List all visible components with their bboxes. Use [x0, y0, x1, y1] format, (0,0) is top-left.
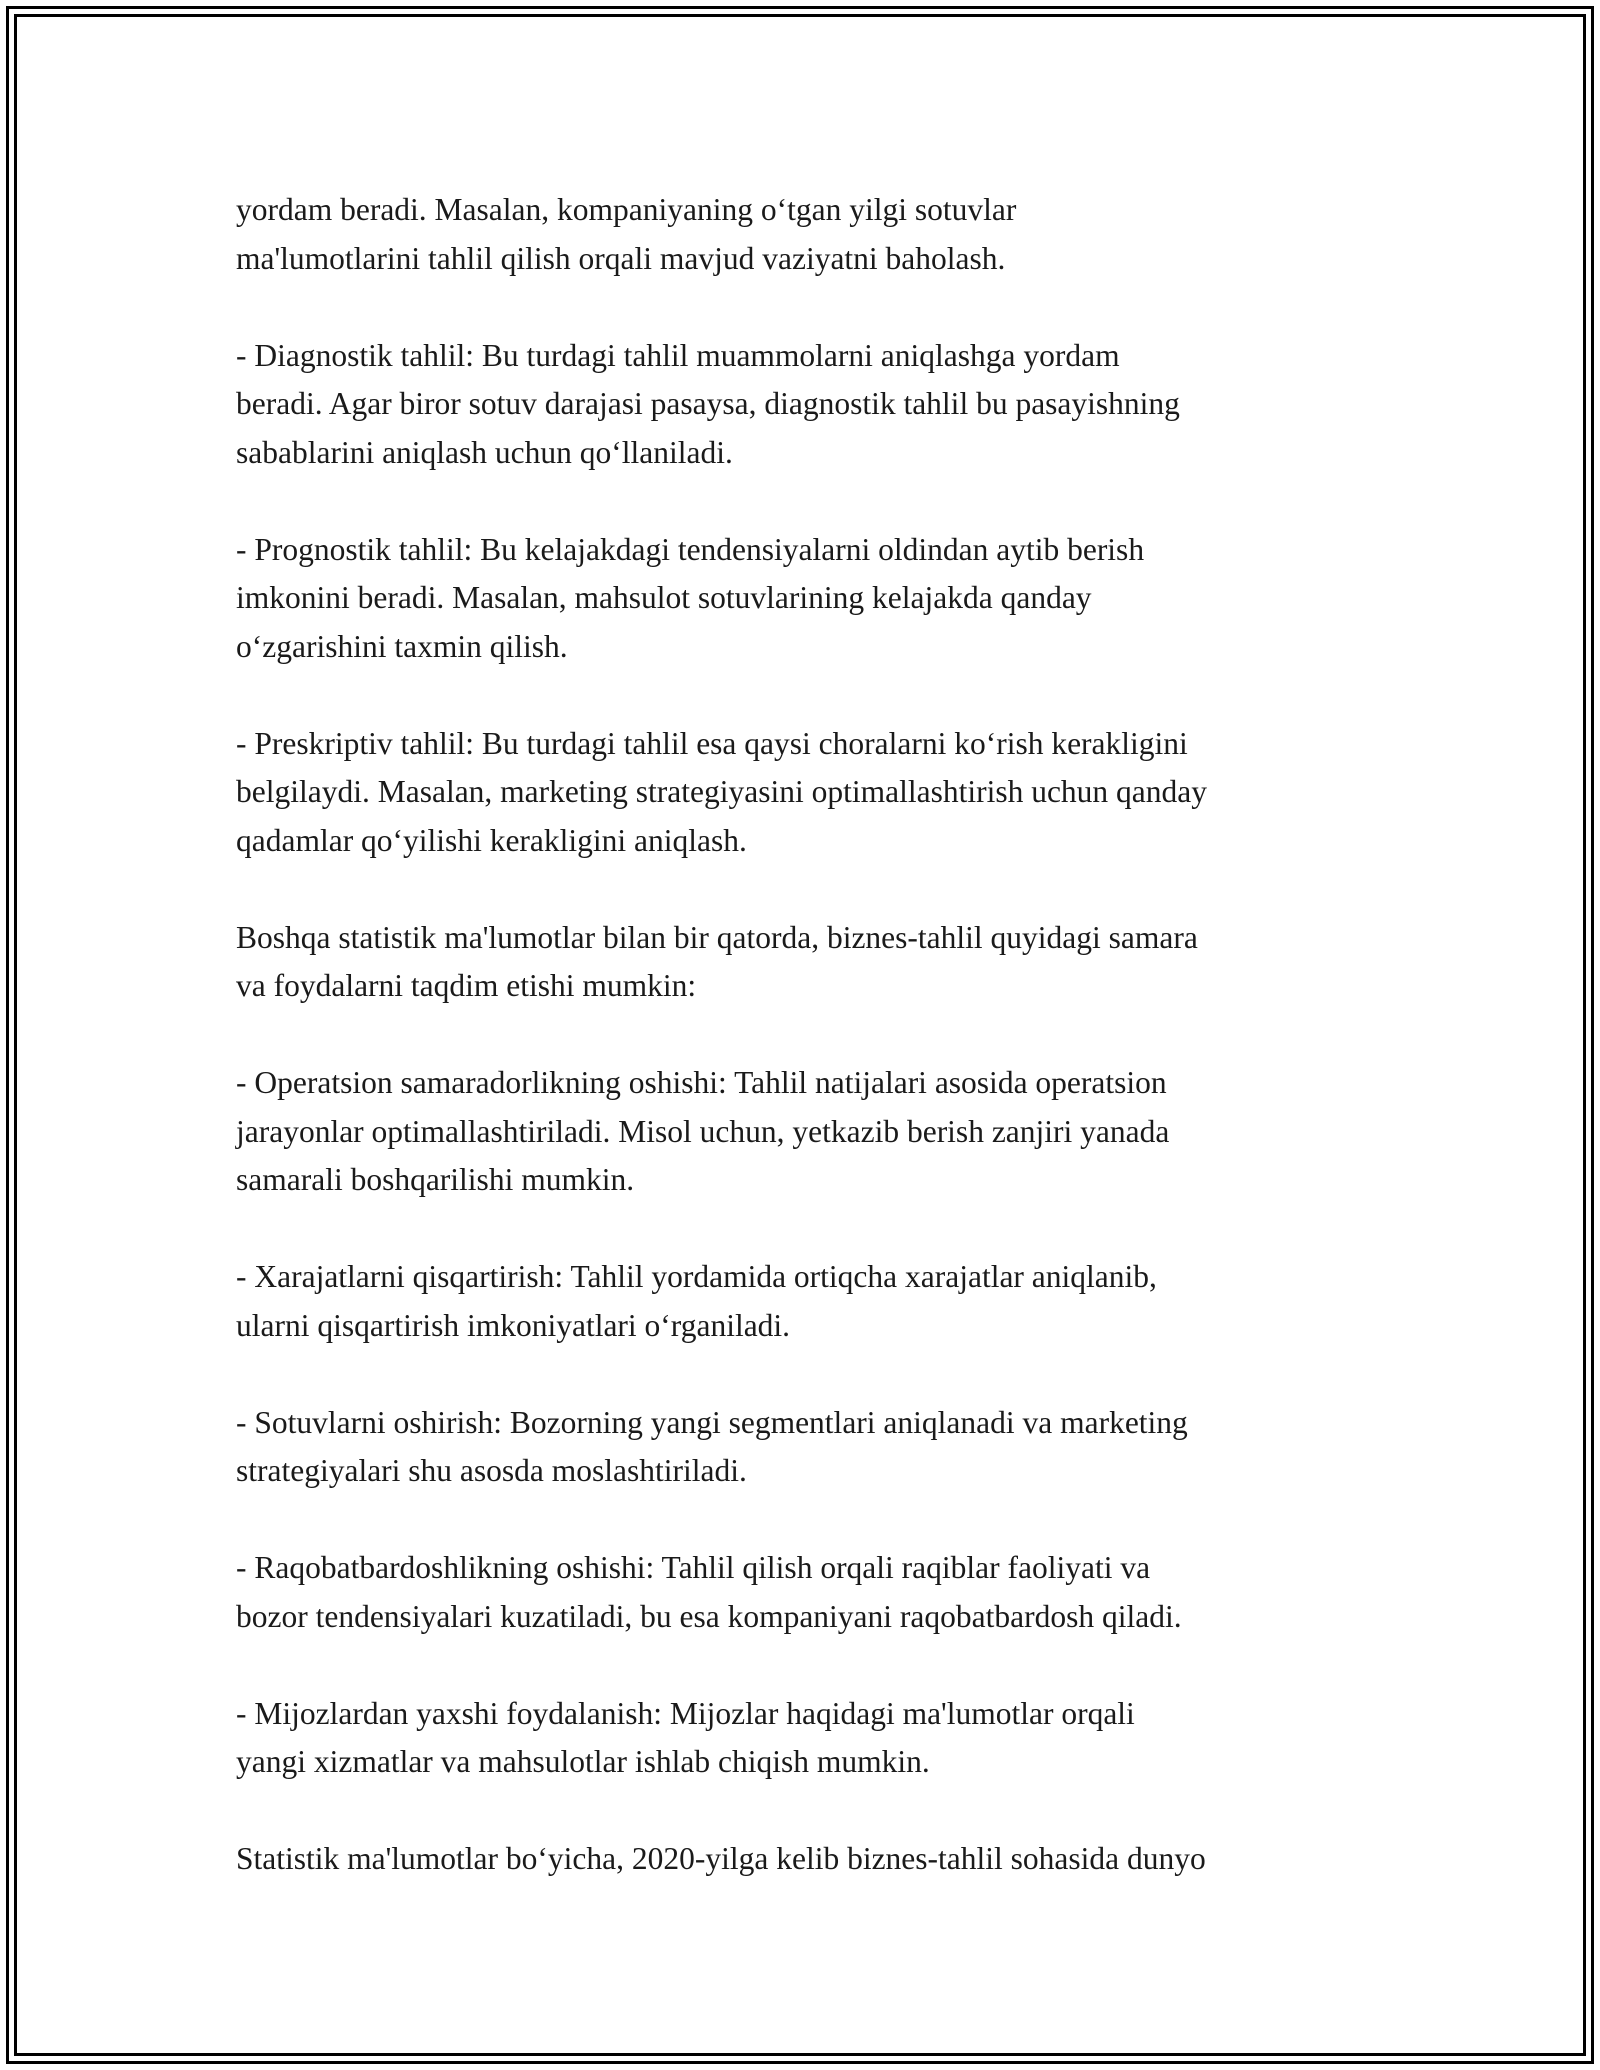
text-line: ma'lumotlarini tahlil qilish orqali mavjud vaziyatni baholash. [236, 240, 1006, 276]
text-line: - Prognostik tahlil: Bu kelajakdagi tendensiyalarni oldindan aytib berish [236, 531, 1145, 567]
text-line: qadamlar qo‘yilishi kerakligini aniqlash. [236, 822, 747, 858]
paragraph-prescriptive-analysis [236, 720, 1396, 866]
paragraph-customer-use [236, 1690, 1396, 1787]
text-line: samarali boshqarilishi mumkin. [236, 1162, 635, 1197]
text-line: yangi xizmatlar va mahsulotlar ishlab chiqish mumkin. [236, 1744, 930, 1779]
text-line: yordam beradi. Masalan, kompaniyaning o‘tgan yilgi sotuvlar [236, 192, 1017, 227]
document-body [236, 186, 1396, 1932]
paragraph-prognostic-analysis [236, 526, 1396, 672]
text-line: - Diagnostik tahlil: Bu turdagi tahlil muammolarni aniqlashga yordam [236, 337, 1120, 373]
paragraph-descriptive-continuation [236, 186, 1396, 283]
text-line: bozor tendensiyalari kuzatiladi, bu esa kompaniyani raqobatbardosh qiladi. [236, 1598, 1182, 1634]
text-line: imkonini beradi. Masalan, mahsulot sotuvlarining kelajakda qanday [236, 580, 1092, 615]
paragraph-statistics [236, 1835, 1396, 1884]
paragraph-cost-reduction [236, 1253, 1396, 1350]
text-line: - Operatsion samaradorlikning oshishi: Tahlil natijalari asosida operatsion [236, 1065, 1167, 1100]
text-line: belgilaydi. Masalan, marketing strategiyasini optimallashtirish uchun qanday [236, 774, 1208, 809]
text-line: - Mijozlardan yaxshi foydalanish: Mijozlar haqidagi ma'lumotlar orqali [236, 1695, 1135, 1731]
paragraph-benefits-intro [236, 914, 1396, 1011]
text-line: Statistik ma'lumotlar bo‘yicha, 2020-yilga kelib biznes-tahlil sohasida dunyo [236, 1841, 1206, 1876]
text-line: ularni qisqartirish imkoniyatlari o‘rganiladi. [236, 1307, 791, 1343]
paragraph-sales-growth [236, 1399, 1396, 1496]
text-line: Boshqa statistik ma'lumotlar bilan bir qatorda, biznes-tahlil quyidagi samara [236, 919, 1198, 955]
text-line: strategiyalari shu asosda moslashtiriladi. [236, 1453, 747, 1488]
text-line: o‘zgarishini taxmin qilish. [236, 628, 568, 664]
paragraph-operational-efficiency [236, 1059, 1396, 1205]
text-line: - Sotuvlarni oshirish: Bozorning yangi segmentlari aniqlanadi va marketing [236, 1404, 1188, 1440]
text-line: sabablarini aniqlash uchun qo‘llaniladi. [236, 434, 733, 470]
text-line: - Raqobatbardoshlikning oshishi: Tahlil qilish orqali raqiblar faoliyati va [236, 1550, 1151, 1585]
text-line: - Preskriptiv tahlil: Bu turdagi tahlil esa qaysi choralarni ko‘rish kerakligini [236, 725, 1188, 761]
paragraph-diagnostic-analysis [236, 332, 1396, 478]
text-line: jarayonlar optimallashtiriladi. Misol uchun, yetkazib berish zanjiri yanada [236, 1113, 1170, 1149]
text-line: va foydalarni taqdim etishi mumkin: [236, 968, 697, 1003]
text-line: beradi. Agar biror sotuv darajasi pasaysa, diagnostik tahlil bu pasayishning [236, 386, 1180, 421]
paragraph-competitiveness [236, 1544, 1396, 1641]
text-line: - Xarajatlarni qisqartirish: Tahlil yordamida ortiqcha xarajatlar aniqlanib, [236, 1259, 1157, 1294]
